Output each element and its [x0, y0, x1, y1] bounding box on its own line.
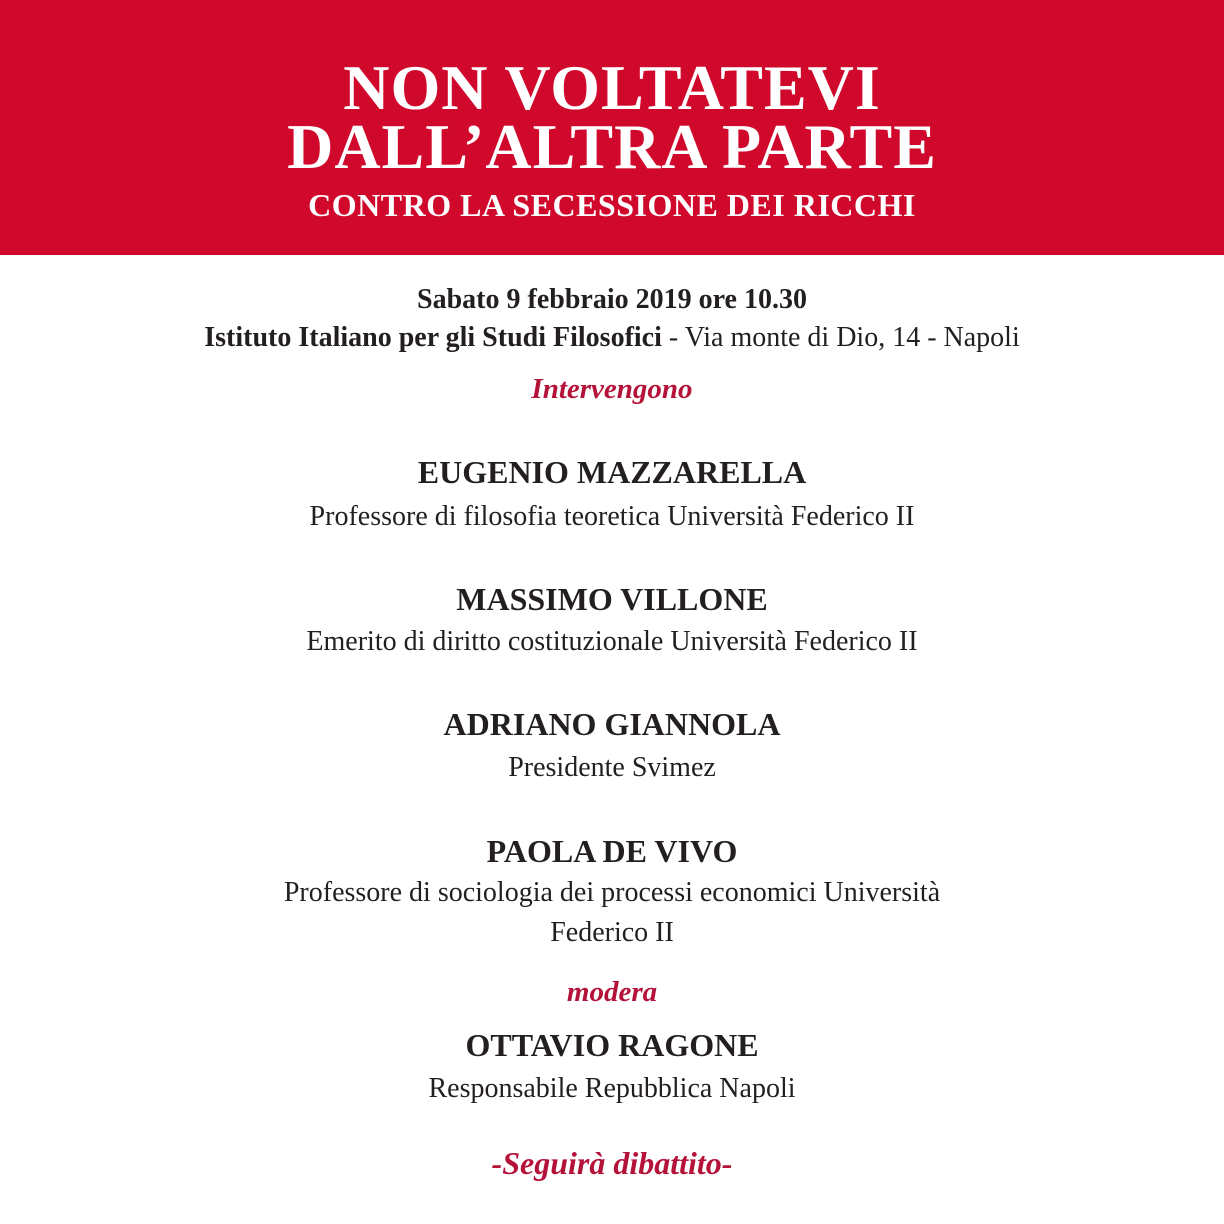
- header-banner: [0, 0, 1224, 255]
- closing-note: -Seguirà dibattito-: [491, 1145, 733, 1181]
- venue-address: - Via monte di Dio, 14 - Napoli: [661, 322, 1020, 353]
- event-title-line2: DALL’ALTRA PARTE: [287, 111, 937, 182]
- speaker-role: Professore di sociologia dei processi economici Università: [283, 877, 941, 908]
- speaker-name: EUGENIO MAZZARELLA: [417, 454, 807, 490]
- speaker-name: MASSIMO VILLONE: [456, 581, 768, 617]
- speaker-role: Presidente Svimez: [508, 752, 716, 783]
- event-datetime: Sabato 9 febbraio 2019 ore 10.30: [417, 284, 807, 315]
- moderator-label: modera: [566, 976, 658, 1008]
- speakers-label: Intervengono: [531, 373, 693, 405]
- speaker-name: ADRIANO GIANNOLA: [443, 706, 781, 742]
- speaker-role: Emerito di diritto costituzionale Università Federico II: [306, 626, 918, 657]
- moderator-role: Responsabile Repubblica Napoli: [428, 1073, 796, 1104]
- moderator-name: OTTAVIO RAGONE: [465, 1027, 759, 1063]
- event-title-line1: NON VOLTATEVI: [343, 52, 881, 123]
- event-venue: [0, 321, 1224, 355]
- speaker-role-continued: Federico II: [550, 917, 674, 948]
- speaker-role: Professore di filosofia teoretica Università Federico II: [309, 501, 915, 532]
- speaker-name: PAOLA DE VIVO: [486, 833, 738, 869]
- venue-name: Istituto Italiano per gli Studi Filosofici: [204, 322, 662, 353]
- event-subtitle: CONTRO LA SECESSIONE DEI RICCHI: [308, 187, 916, 223]
